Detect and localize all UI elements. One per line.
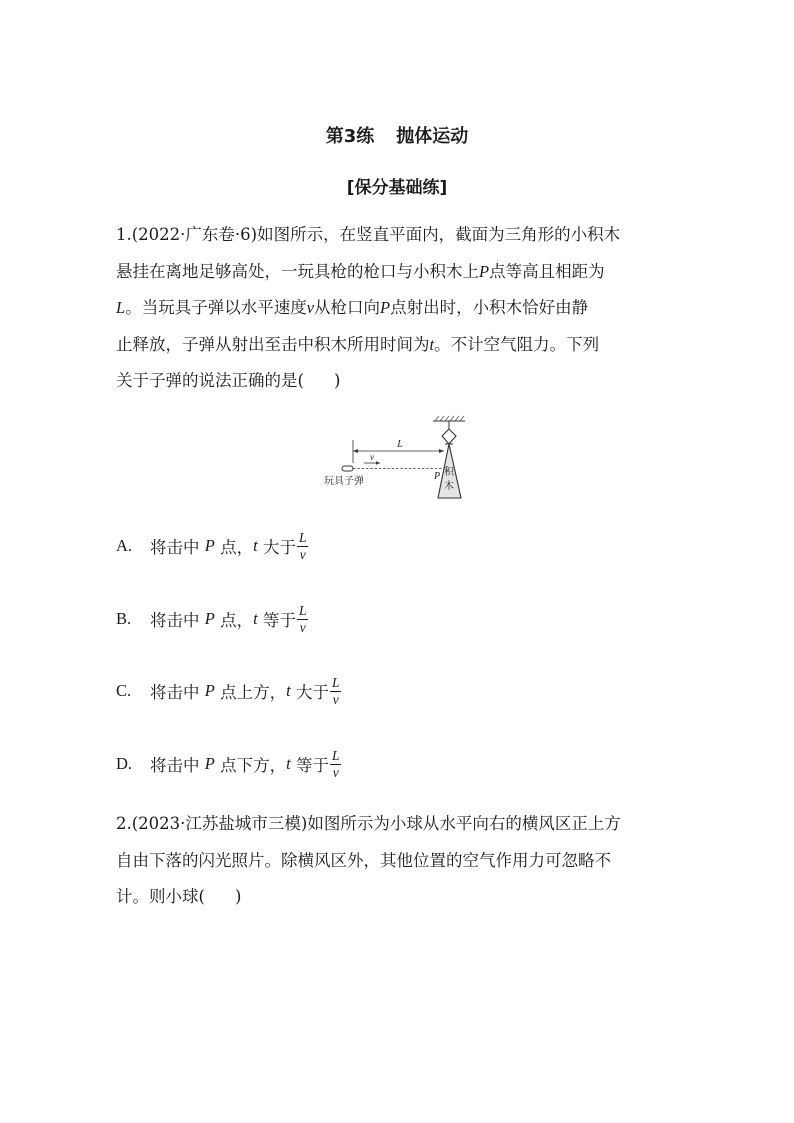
option-letter: A. — [116, 536, 133, 555]
fraction: $\frac{L}{v}$ — [298, 602, 307, 635]
fraction: $\frac{L}{v}$ — [298, 529, 307, 562]
q1-line-2: 悬挂在离地足够高处，一玩具枪的枪口与小积木上P点等高且相距为 — [116, 261, 605, 281]
fraction: $\frac{L}{v}$ — [331, 674, 340, 707]
q2-line-2: 自由下落的闪光照片。除横风区外，其他位置的空气作用力可忽略不 — [116, 850, 611, 870]
clamp — [442, 429, 456, 444]
q2-line-1: 2.(2023·江苏盐城市三模)如图所示为小球从水平向右的横风区正上方 — [116, 814, 621, 833]
distance-label: L — [397, 439, 403, 450]
option-c[interactable]: C. 将击中 P 点上方， t 大于 $\frac{L}{v}$ — [116, 674, 340, 707]
ceiling-hatch — [435, 416, 464, 421]
question-1-stem — [116, 217, 696, 400]
gun-label: 玩具子弹 — [324, 476, 364, 487]
option-d[interactable]: D. 将击中 P 点下方， t 等于 $\frac{L}{v}$ — [116, 747, 340, 780]
fraction: $\frac{L}{v}$ — [331, 747, 340, 780]
title-lesson: 第3练 — [325, 126, 375, 147]
section-subtitle: [保分基础练] — [346, 178, 448, 198]
option-b[interactable]: B. 将击中 P 点， t 等于 $\frac{L}{v}$ — [116, 602, 307, 635]
velocity-label: v — [370, 452, 374, 462]
block-label-2: 木 — [444, 481, 454, 492]
toy-gun — [342, 466, 353, 471]
title-topic: 抛体运动 — [396, 126, 469, 147]
q1-line-1: 1.(2022·广东卷·6)如图所示，在竖直平面内，截面为三角形的小积木 — [116, 225, 621, 244]
question-2-stem — [116, 806, 696, 916]
q1-line-4: 止释放，子弹从射出至击中积木所用时间为t。不计空气阻力。下列 — [116, 334, 600, 354]
q1-line-5: 关于子弹的说法正确的是( ) — [116, 371, 341, 390]
q1-line-3: L。当玩具子弹以水平速度v从枪口向P点射出时，小积木恰好由静 — [116, 298, 589, 317]
option-letter: C. — [116, 681, 132, 700]
option-a[interactable]: A. 将击中 P 点， t 大于 $\frac{L}{v}$ — [116, 529, 307, 562]
q1-figure — [320, 413, 480, 503]
block-label-1: 积 — [444, 467, 454, 478]
option-letter: B. — [116, 609, 132, 628]
page-title — [0, 122, 794, 148]
point-p-label: P — [434, 471, 441, 482]
option-letter: D. — [116, 754, 133, 773]
q2-line-3: 计。则小球( ) — [116, 887, 242, 906]
